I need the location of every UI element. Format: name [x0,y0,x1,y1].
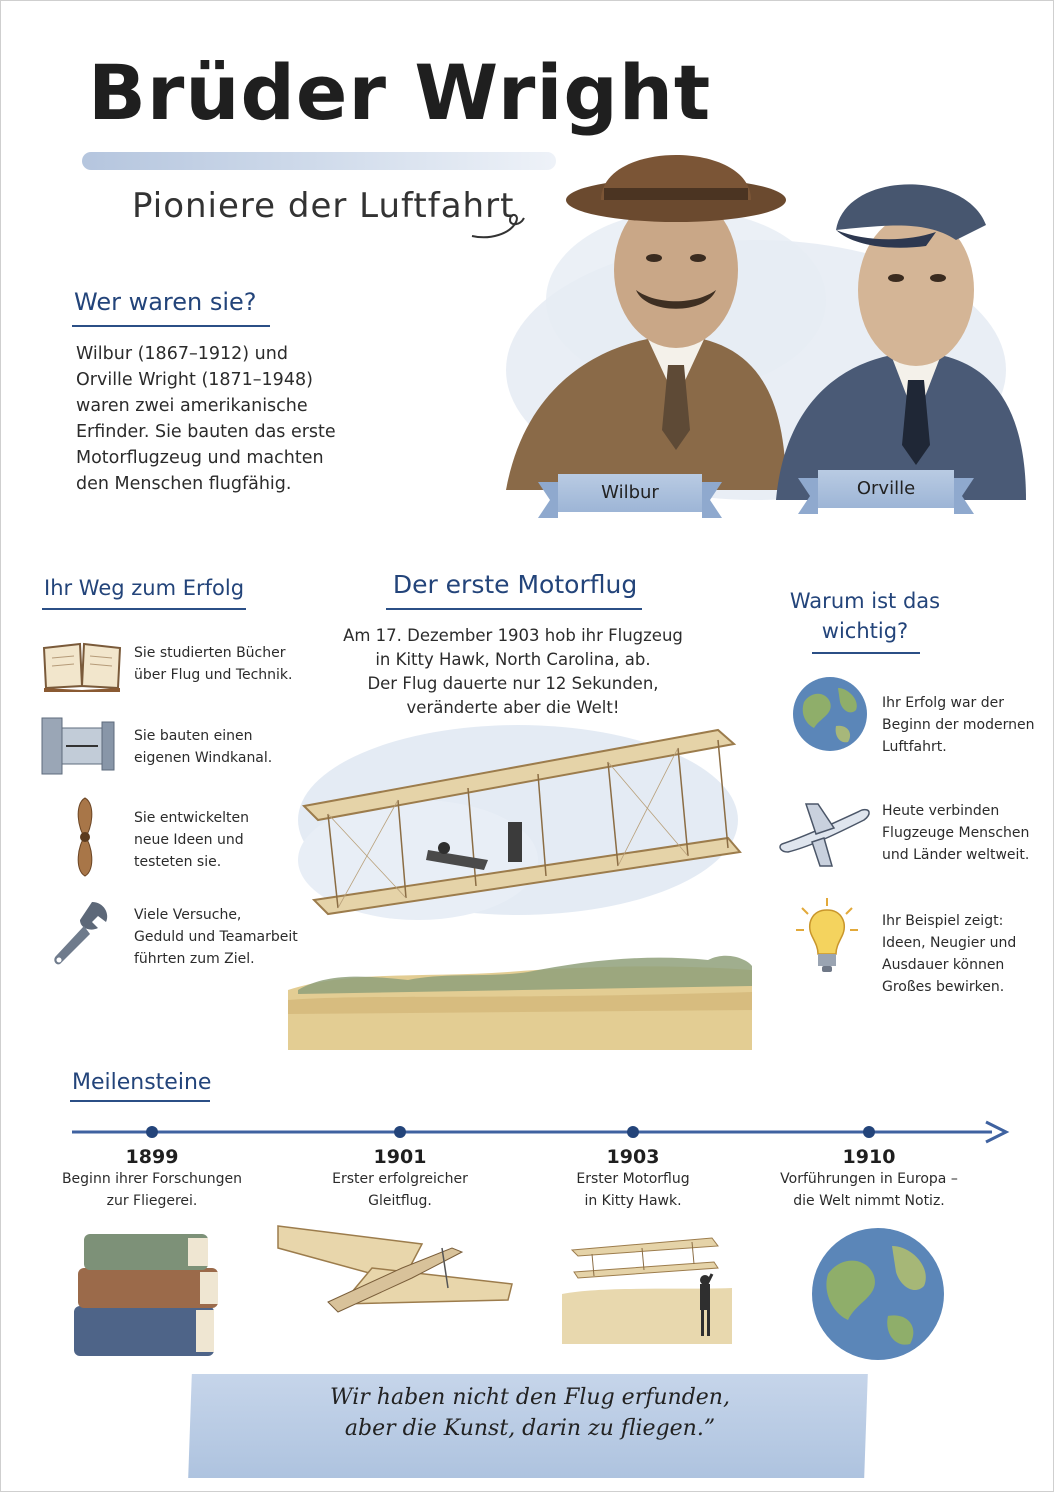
success-item-4 [134,904,298,970]
milestone-line: zur Fliegerei. [106,1193,198,1209]
title-underline [82,152,556,170]
page-subtitle: Pioniere der Luftfahrt [132,186,515,226]
milestone-year: 1903 [606,1146,660,1168]
milestones-heading: Meilensteine [72,1070,212,1095]
importance-item-line: Großes bewirken. [882,979,1005,995]
intro-line: Motorflugzeug und machten [76,448,324,468]
milestone-year: 1910 [842,1146,896,1168]
milestone-line: Gleitflug. [368,1193,432,1209]
wind-tunnel-icon [40,712,116,776]
success-item-line: über Flug und Technik. [134,667,293,683]
success-item-3 [134,807,249,873]
globe-milestone-illustration [808,1224,948,1364]
success-item-2 [134,725,272,769]
ribbon-wilbur: Wilbur [558,474,702,512]
first-flight-text [320,624,706,720]
ribbon-orville: Orville [818,470,954,508]
first-flight-line: Der Flug dauerte nur 12 Sekunden, [367,674,659,693]
importance-item-line: Flugzeuge Menschen [882,825,1030,841]
importance-item-line: Beginn der modernen [882,717,1035,733]
intro-text [76,341,376,497]
globe-icon [790,674,870,754]
milestone-line: Erster Motorflug [576,1171,690,1187]
first-flight-line: veränderte aber die Welt! [406,698,620,717]
importance-item-line: Ideen, Neugier und [882,935,1017,951]
success-item-line: Sie entwickelten [134,810,249,826]
success-heading-underline [42,608,246,610]
book-icon [42,638,122,692]
success-item-line: Sie studierten Bücher [134,645,286,661]
intro-line: den Menschen flugfähig. [76,474,292,494]
milestone-year: 1901 [373,1146,427,1168]
intro-heading: Wer waren sie? [74,288,257,316]
intro-line: Erfinder. Sie bauten das erste [76,422,336,442]
milestone-line: in Kitty Hawk. [584,1193,682,1209]
importance-item-line: Luftfahrt. [882,739,947,755]
glider-illustration [272,1208,522,1318]
success-item-1 [134,642,293,686]
milestone-line: die Welt nimmt Notiz. [793,1193,945,1209]
milestone-1901 [300,1146,500,1212]
success-item-line: testeten sie. [134,854,222,870]
quote-line: Wir haben nicht den Flug erfunden, [330,1385,730,1410]
milestone-line: Erster erfolgreicher [332,1171,468,1187]
intro-heading-underline [72,325,270,327]
importance-heading [770,586,960,646]
airplane-icon [776,798,872,868]
importance-heading-underline [812,652,920,654]
success-item-line: Geduld und Teamarbeit [134,929,298,945]
milestone-year: 1899 [125,1146,179,1168]
wright-flyer-illustration [288,710,752,1050]
success-item-line: führten zum Ziel. [134,951,255,967]
quote-line: aber die Kunst, darin zu fliegen.” [344,1416,716,1441]
first-flight-line: in Kitty Hawk, North Carolina, ab. [375,650,651,669]
importance-item-line: Heute verbinden [882,803,1000,819]
importance-item-line: Ausdauer können [882,957,1005,973]
success-item-line: Sie bauten einen [134,728,253,744]
lightbulb-icon [794,896,860,976]
intro-line: Wilbur (1867–1912) und [76,344,288,364]
importance-heading-line: wichtig? [821,619,909,643]
importance-item-2 [882,800,1029,866]
first-flight-line: Am 17. Dezember 1903 hob ihr Flugzeug [343,626,683,645]
milestone-1899 [52,1146,252,1212]
success-item-line: neue Ideen und [134,832,244,848]
success-heading: Ihr Weg zum Erfolg [44,576,245,600]
milestone-line: Vorführungen in Europa – [780,1171,958,1187]
importance-item-3 [882,910,1016,998]
wrench-icon [48,898,112,970]
importance-item-line: Ihr Erfolg war der [882,695,1005,711]
quote-text [250,1382,810,1444]
milestone-line: Beginn ihrer Forschungen [61,1171,243,1187]
importance-item-1 [882,692,1034,758]
milestone-1910 [764,1146,974,1212]
first-flight-milestone-illustration [562,1234,732,1344]
timeline-axis [72,1120,1012,1146]
success-item-line: Viele Versuche, [134,907,242,923]
importance-item-line: Ihr Beispiel zeigt: [882,913,1004,929]
books-stack-illustration [64,1214,224,1364]
propeller-icon [62,794,108,880]
page-title: Brüder Wright [88,48,712,137]
first-flight-heading: Der erste Motorflug [392,570,638,599]
importance-heading-line: Warum ist das [789,589,941,613]
success-item-line: eigenen Windkanal. [134,750,273,766]
milestones-heading-underline [70,1100,210,1102]
intro-line: Orville Wright (1871–1948) [76,370,313,390]
importance-item-line: und Länder weltweit. [882,847,1030,863]
first-flight-heading-underline [386,608,642,610]
intro-line: waren zwei amerikanische [76,396,308,416]
milestone-1903 [533,1146,733,1212]
